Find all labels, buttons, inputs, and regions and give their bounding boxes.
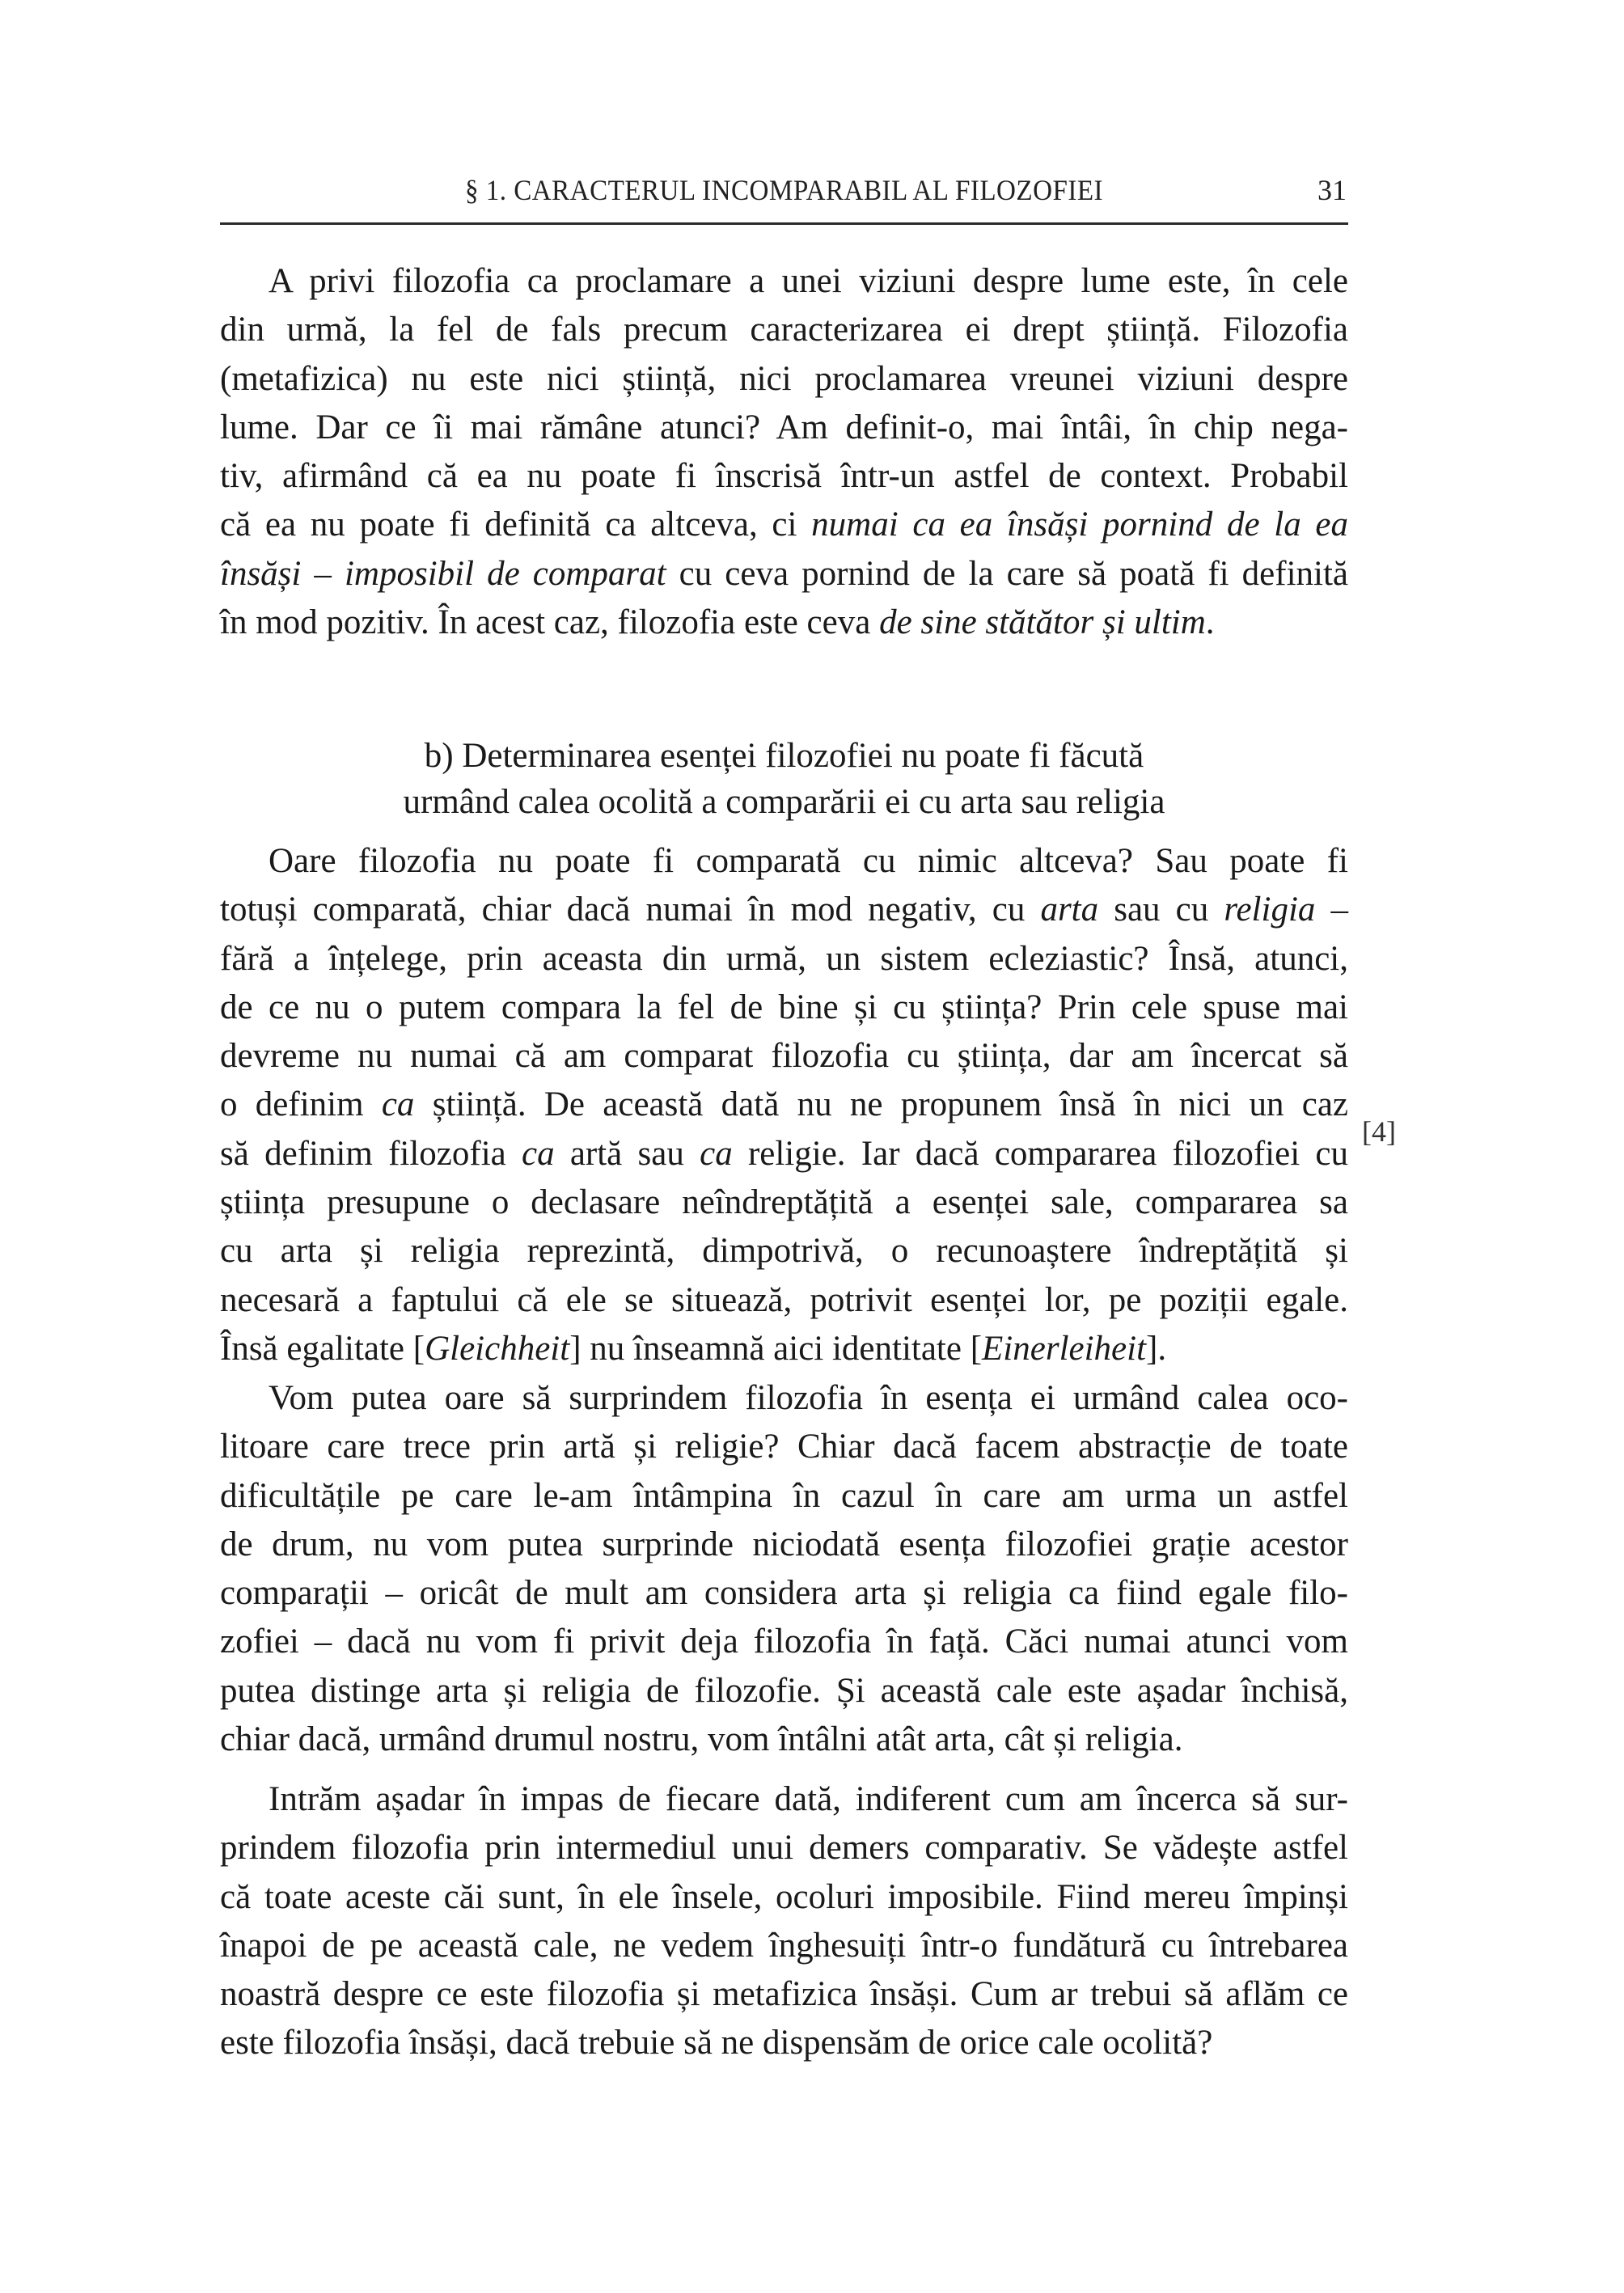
text-run: .	[1205, 603, 1215, 642]
text-line	[220, 1970, 1348, 2019]
text-line	[220, 550, 1348, 599]
italic-text: ca	[521, 1134, 555, 1173]
text-run: este filozofia însăși, dacă trebuie să ne dispensăm de orice cale ocolită?	[220, 2024, 1213, 2062]
text-run: sau cu	[1098, 891, 1224, 929]
section-heading	[220, 733, 1348, 825]
text-run: de ce nu o putem compara la fel de bine și cu știința? Prin cele spuse mai	[220, 988, 1348, 1026]
text-run: fără a înțelege, prin aceasta din urmă, un sistem ecleziastic? Însă, atunci,	[220, 939, 1348, 978]
text-run: în mod pozitiv. În acest caz, filozofia este ceva	[220, 603, 880, 642]
text-run: Intrăm așadar în impas de fiecare dată, indiferent cum am încerca să sur-	[269, 1780, 1348, 1818]
text-line	[220, 1716, 1348, 1764]
text-run: necesară a faptului că ele se situează, potrivit esenței lor, pe poziții egale.	[220, 1280, 1348, 1319]
text-run: comparații – oricât de mult am considera arta și religia ca fiind egale filo-	[220, 1574, 1348, 1613]
text-run: noastră despre ce este filozofia și metafizica însăși. Cum ar trebui să aflăm ce	[220, 1975, 1348, 2014]
text-line	[220, 1667, 1348, 1716]
text-line	[220, 2019, 1348, 2067]
italic-text: numai ca ea însăși pornind de la ea	[811, 506, 1348, 544]
text-run: cu arta și religia reprezintă, dimpotrivă, o recunoaștere îndreptățită și	[220, 1232, 1348, 1271]
text-line	[220, 306, 1348, 354]
text-line	[220, 1618, 1348, 1666]
text-line	[220, 1922, 1348, 1970]
text-line	[220, 1472, 1348, 1521]
text-line	[220, 1130, 1348, 1178]
text-run: (metafizica) nu este nici știință, nici proclamarea vreunei viziuni despre	[220, 359, 1348, 398]
text-run: din urmă, la fel de fals precum caracterizarea ei drept știință. Filozofia	[220, 311, 1348, 349]
margin-page-reference: [4]	[1362, 1115, 1396, 1148]
running-title: § 1. CARACTERUL INCOMPARABIL AL FILOZOFIEI	[464, 174, 1104, 206]
section-a-closing-paragraph	[220, 257, 1348, 647]
italic-text: Einerleiheit	[982, 1329, 1147, 1368]
section-heading-line-2: urmând calea ocolită a comparării ei cu arta sau religia	[403, 783, 1165, 821]
text-run: –	[1315, 891, 1349, 929]
text-line	[220, 404, 1348, 452]
text-line	[220, 837, 1348, 886]
text-run: de drum, nu vom putea surprinde niciodată esența filozofiei grație acestor	[220, 1525, 1348, 1563]
text-line	[220, 501, 1348, 549]
text-line	[220, 1227, 1348, 1276]
paragraph-3	[220, 1775, 1348, 2068]
text-line	[220, 355, 1348, 404]
text-line	[220, 1081, 1348, 1129]
text-run: ].	[1146, 1329, 1167, 1368]
text-run: că ea nu poate fi definită ca altceva, ci	[220, 506, 812, 544]
paragraph-2	[220, 1374, 1348, 1764]
text-run: putea distinge arta și religia de filozofie. Și această cale este așadar închisă,	[220, 1671, 1348, 1710]
text-run: religie. Iar dacă compararea filozofiei cu	[732, 1134, 1348, 1173]
text-run: lume. Dar ce îi mai rămâne atunci? Am definit-o, mai întâi, în chip nega-	[220, 408, 1348, 446]
text-run: dificultățile pe care le-am întâmpina în cazul în care am urma un astfel	[220, 1476, 1348, 1515]
text-run: chiar dacă, urmând drumul nostru, vom întâlni atât arta, cât și religia.	[220, 1720, 1183, 1759]
italic-text: ca	[700, 1134, 733, 1173]
text-run: totuși comparată, chiar dacă numai în mod negativ, cu	[220, 891, 1041, 929]
text-run: înapoi de pe această cale, ne vedem înghesuiți într-o fundătură cu întrebarea	[220, 1926, 1348, 1965]
text-line	[220, 1569, 1348, 1618]
text-line	[220, 1032, 1348, 1081]
text-run: să definim filozofia	[220, 1134, 522, 1173]
paragraph-1	[220, 837, 1348, 1373]
text-run: știință. De această dată nu ne propunem însă în nici un caz	[414, 1085, 1348, 1124]
italic-text: ca	[381, 1085, 415, 1124]
text-run: cu ceva pornind de la care să poată fi definită	[666, 554, 1348, 593]
text-line	[220, 935, 1348, 984]
text-run: știința presupune o declasare neîndreptățită a esenței sale, compararea sa	[220, 1183, 1348, 1222]
text-run: o definim	[220, 1085, 382, 1124]
text-line	[220, 1775, 1348, 1824]
italic-text: arta	[1040, 891, 1099, 929]
text-line	[220, 1824, 1348, 1872]
text-line	[220, 1178, 1348, 1227]
text-line	[220, 1276, 1348, 1325]
text-run: ] nu înseamnă aici identitate [	[569, 1329, 983, 1368]
text-line	[220, 984, 1348, 1032]
text-run: artă sau	[554, 1134, 700, 1173]
page-number: 31	[1317, 174, 1347, 206]
italic-text: de sine stătător și ultim	[879, 603, 1206, 642]
text-run: Însă egalitate [	[220, 1329, 425, 1368]
italic-text: Gleichheit	[425, 1329, 570, 1368]
text-line	[220, 886, 1348, 934]
italic-text: religia	[1224, 891, 1316, 929]
text-run: litoare care trece prin artă și religie? Chiar dacă facem abstracție de toate	[220, 1428, 1348, 1466]
text-line	[220, 599, 1348, 647]
text-run: tiv, afirmând că ea nu poate fi înscrisă într-un astfel de context. Probabil	[220, 457, 1348, 496]
text-run: A privi filozofia ca proclamare a unei viziuni despre lume este, în cele	[269, 262, 1348, 300]
text-run: zofiei – dacă nu vom fi privit deja filozofia în față. Căci numai atunci vom	[220, 1622, 1348, 1661]
text-run: prindem filozofia prin intermediul unui demers comparativ. Se vădește astfel	[220, 1829, 1348, 1868]
italic-text: însăși – imposibil de comparat	[220, 554, 666, 593]
text-line	[220, 452, 1348, 501]
text-run: devreme nu numai că am comparat filozofia cu știința, dar am încercat să	[220, 1037, 1348, 1076]
running-header	[220, 173, 1348, 214]
text-run: că toate aceste căi sunt, în ele însele, ocoluri imposibile. Fiind mereu împinși	[220, 1877, 1348, 1916]
text-run: Vom putea oare să surprindem filozofia în esența ei urmând calea oco-	[269, 1379, 1348, 1417]
text-line	[220, 1423, 1348, 1471]
text-line	[220, 1873, 1348, 1922]
section-heading-line-1: b) Determinarea esenței filozofiei nu poate fi făcută	[424, 737, 1144, 775]
header-rule	[220, 222, 1348, 225]
text-line	[220, 1374, 1348, 1423]
text-line	[220, 1325, 1348, 1373]
text-run: Oare filozofia nu poate fi comparată cu nimic altceva? Sau poate fi	[269, 842, 1348, 880]
text-line	[220, 1521, 1348, 1569]
text-line	[220, 257, 1348, 306]
